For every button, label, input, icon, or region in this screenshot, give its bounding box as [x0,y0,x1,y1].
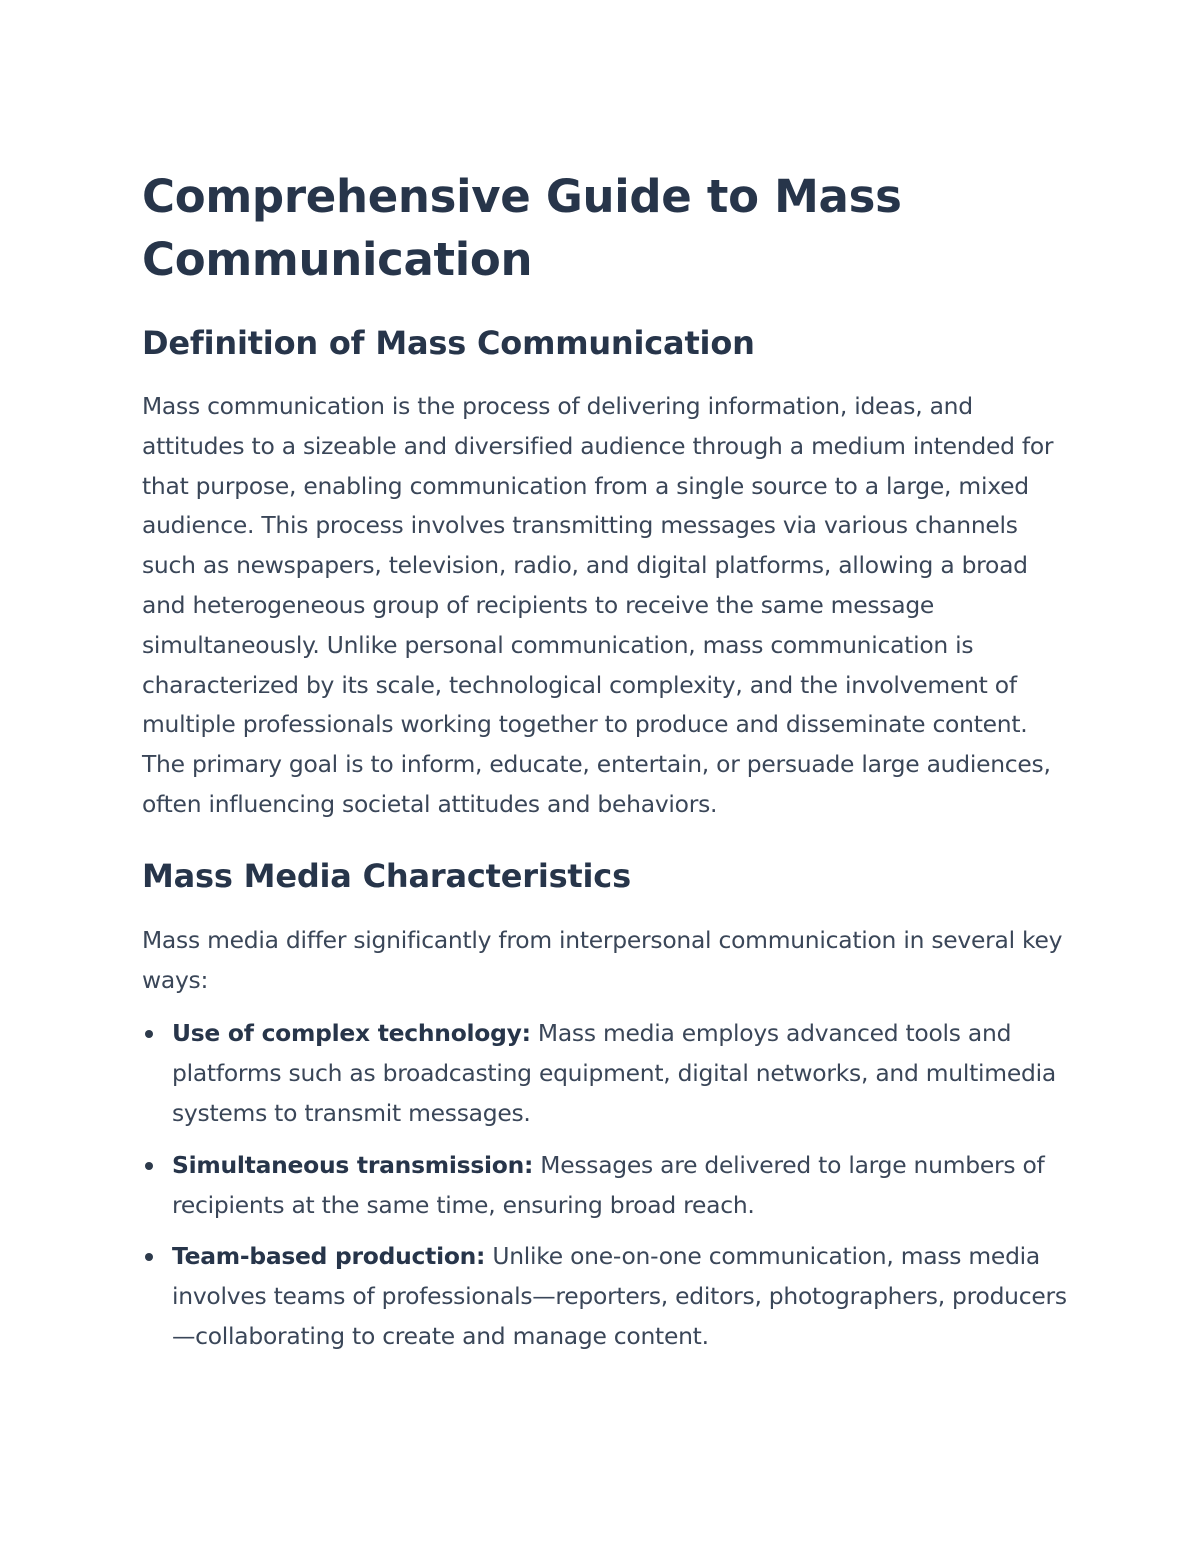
bullet-term: Simultaneous transmission: [172,1150,534,1179]
definition-paragraph: Mass communication is the process of delivering information, ideas, and attitudes to a sizeable and diversified audience through a medium intended for that purpose, enabling communication from a single source to a large, mixed audience. This process involves transmitting messages via various channels such as newspapers, television, radio, and digital platforms, allowing a broad and heterogeneous group of recipients to receive the same message simultaneously. Unlike personal communication, mass communication is characterized by its scale, technological complexity, and the involvement of multiple professionals working together to produce and disseminate content. The primary goal is to inform, educate, entertain, or persuade large audiences, often influencing societal attitudes and behaviors. [142,392,1054,818]
document-title: Comprehensive Guide to Mass Communication [142,170,902,286]
list-item [142,1014,1072,1133]
bullet-text: Unlike one-on-one communication, mass media involves teams of professionals—reporters, editors, photographers, producers—collaborating to create and manage content. [172,1242,1067,1350]
bullet-text: Mass media employs advanced tools and platforms such as broadcasting equipment, digital networks, and multimedia systems to transmit messages. [172,1019,1056,1127]
bullet-text: Messages are delivered to large numbers of recipients at the same time, ensuring broad reach. [172,1150,1045,1219]
section-heading-characteristics: Mass Media Characteristics [142,856,631,895]
list-item [142,1146,1072,1226]
characteristics-list [142,1014,1072,1356]
section-heading-definition: Definition of Mass Communication [142,324,755,362]
bullet-term: Team-based production: [172,1242,486,1271]
document-page [142,165,1072,1369]
bullet-icon [145,1253,153,1261]
characteristics-intro-paragraph: Mass media differ significantly from interpersonal communication in several key ways: [142,925,1063,994]
list-item [142,1237,1072,1356]
bullet-icon [145,1162,153,1170]
bullet-icon [145,1030,153,1038]
bullet-term: Use of complex technology: [172,1019,531,1048]
